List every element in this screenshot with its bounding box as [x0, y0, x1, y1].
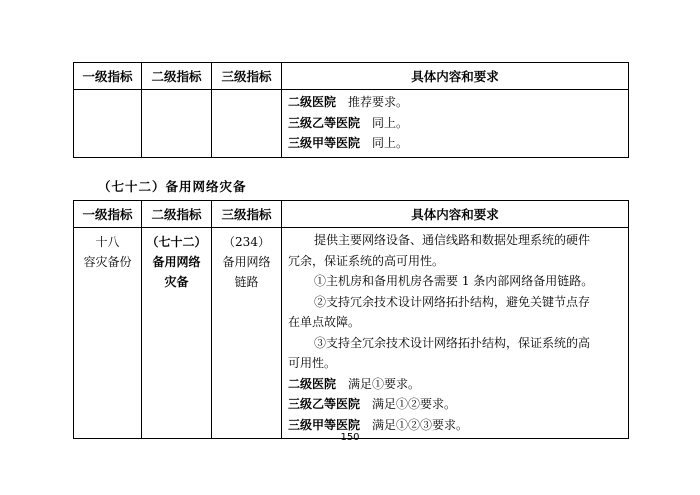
grade-text: 满足①②要求。: [372, 397, 457, 411]
header-level1: 一级指标: [74, 63, 142, 90]
level1-name: 容灾备份: [83, 255, 132, 269]
header-content: 具体内容和要求: [282, 63, 629, 90]
grade-label: 三级甲等医院: [288, 417, 361, 432]
paragraph-line: ②支持冗余技术设计网络拓扑结构，避免关键节点存: [314, 294, 591, 309]
paragraph-line: 可用性。: [288, 356, 337, 370]
paragraph-line: ①主机房和备用机房各需要 1 条内部网络备用链路。: [314, 274, 594, 288]
continuation-table: [73, 62, 629, 158]
paragraph-line: 冗余，保证系统的高可用性。: [288, 253, 445, 268]
grade-label: 三级乙等医院: [288, 115, 361, 130]
level1-cell: [74, 228, 142, 439]
level2-name-line2: 灾备: [164, 275, 189, 289]
page-number: 150: [340, 432, 360, 443]
header-level2: 二级指标: [142, 201, 212, 228]
empty-cell: [142, 90, 212, 158]
level2-number: （七十二）: [146, 235, 207, 249]
header-content: 具体内容和要求: [282, 201, 629, 228]
grade-line: [288, 374, 622, 395]
header-level2: 二级指标: [142, 63, 212, 90]
grade-line: [288, 92, 622, 113]
level2-name-line1: 备用网络: [152, 255, 201, 269]
paragraph-line: 在单点故障。: [288, 315, 361, 329]
header-level3: 三级指标: [212, 201, 282, 228]
grade-text: 同上。: [372, 136, 409, 150]
grade-label: 二级医院: [288, 95, 337, 109]
grade-line: [288, 113, 622, 134]
level2-cell: [142, 228, 212, 439]
grade-label: 三级甲等医院: [288, 136, 361, 150]
grade-line: [288, 394, 622, 415]
level3-cell: [212, 228, 282, 439]
table-header-row: [74, 201, 629, 228]
grade-label: 三级乙等医院: [288, 397, 361, 411]
grade-text: 满足①②③要求。: [372, 417, 469, 432]
grade-text: 推荐要求。: [348, 95, 409, 109]
header-level3: 三级指标: [212, 63, 282, 90]
header-level1: 一级指标: [74, 201, 142, 228]
level3-name-line2: 链路: [234, 275, 259, 289]
level3-number: （234）: [223, 235, 270, 249]
grade-label: 二级医院: [288, 376, 337, 391]
content-cell: [282, 90, 629, 158]
table-row: [74, 228, 629, 439]
paragraph-line: 提供主要网络设备、通信线路和数据处理系统的硬件: [314, 233, 591, 247]
table-header-row: [74, 63, 629, 90]
table-row: [74, 90, 629, 158]
section-title: （七十二）备用网络灾备: [98, 179, 247, 194]
empty-cell: [74, 90, 142, 158]
grade-line: [288, 133, 622, 154]
level1-number: 十八: [95, 235, 120, 249]
paragraph-line: ③支持全冗余技术设计网络拓扑结构，保证系统的高: [314, 335, 591, 350]
grade-text: 同上。: [372, 115, 409, 130]
content-cell: [282, 228, 629, 439]
grade-text: 满足①要求。: [348, 376, 421, 391]
empty-cell: [212, 90, 282, 158]
section-table: [73, 200, 629, 439]
level3-name-line1: 备用网络: [222, 255, 271, 269]
